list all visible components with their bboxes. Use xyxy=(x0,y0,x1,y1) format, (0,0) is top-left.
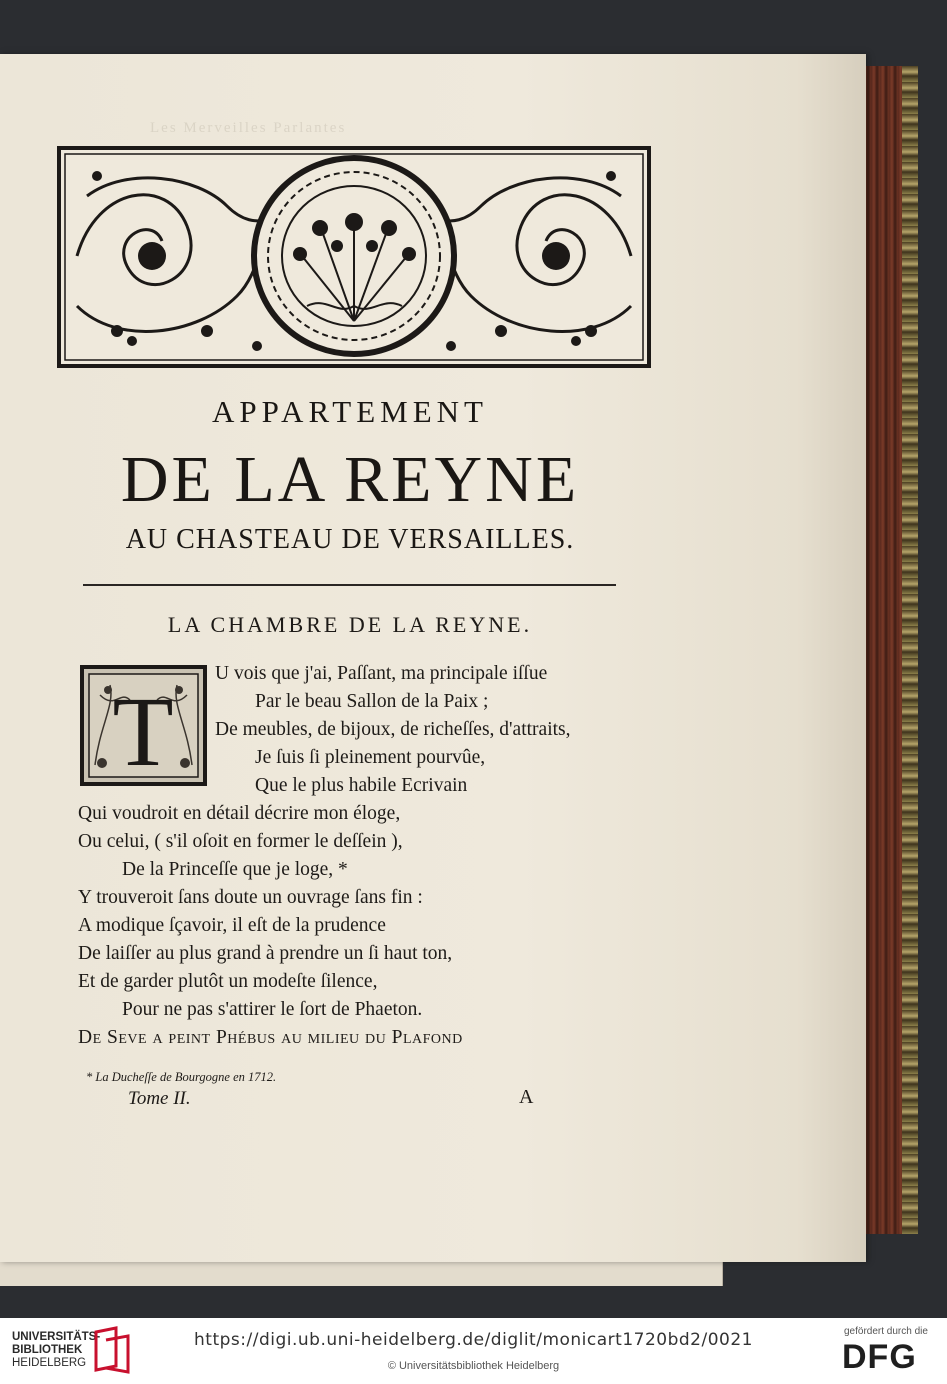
poem-line: Y trouveroit ſans doute un ouvrage ſans fin : xyxy=(78,887,423,908)
poem-line: U vois que j'ai, Paſſant, ma principale iſſue xyxy=(215,663,548,684)
under-page-edge xyxy=(0,1262,723,1286)
book-edge xyxy=(862,66,918,1234)
title-rule xyxy=(83,584,616,586)
dfg-logo[interactable]: DFG xyxy=(842,1338,917,1376)
poem-line: Et de garder plutôt un modeſte ſilence, xyxy=(78,971,378,992)
poem-line: A modique ſçavoir, il eſt de la prudence xyxy=(78,915,386,936)
poem-line: Ou celui, ( s'il oſoit en former le deſſein ), xyxy=(78,831,403,852)
poem-line: Pour ne pas s'attirer le ſort de Phaeton. xyxy=(122,999,423,1020)
poem-line: De meubles, de bijoux, de richeſſes, d'attraits, xyxy=(215,719,571,740)
drop-cap-letter: T xyxy=(112,676,174,786)
title-line-2: DE LA REYNE xyxy=(120,443,580,516)
footnote: * La Ducheſſe de Bourgogne en 1712. xyxy=(86,1070,277,1084)
poem-line: Je ſuis ſi pleinement pourvûe, xyxy=(255,747,486,768)
poem-line: Par le beau Sallon de la Paix ; xyxy=(255,691,489,712)
title-line-3: AU CHASTEAU DE VERSAILLES. xyxy=(125,524,575,555)
tome-label: Tome II. xyxy=(128,1088,191,1109)
permalink-url[interactable]: https://digi.ub.uni-heidelberg.de/diglit/monicart1720bd2/0021 xyxy=(194,1330,753,1350)
poem-line: Que le plus habile Ecrivain xyxy=(255,775,468,796)
poem-line: De Seve a peint Phébus au milieu du Plafond xyxy=(78,1027,463,1048)
title-line-1: APPARTEMENT xyxy=(212,394,488,429)
drop-cap-ornament xyxy=(80,665,207,786)
copyright-notice: © Universitätsbibliothek Heidelberg xyxy=(387,1360,560,1372)
show-through-running-head: Les Merveilles Parlantes xyxy=(150,120,347,136)
library-name-line-2: BIBLIOTHEK xyxy=(12,1344,83,1356)
poem-line: De la Princeſſe que je loge, * xyxy=(122,859,348,880)
funded-by-label: gefördert durch die xyxy=(844,1326,928,1337)
headpiece-ornament xyxy=(57,146,651,368)
signature-mark: A xyxy=(519,1086,534,1108)
poem-line: Qui voudroit en détail décrire mon éloge, xyxy=(78,803,401,824)
library-name-line-3: HEIDELBERG xyxy=(12,1357,87,1369)
viewer-footer xyxy=(0,1318,947,1384)
book-page xyxy=(0,54,866,1262)
library-name-line-1: UNIVERSITÄTS- xyxy=(12,1331,101,1343)
section-heading: LA CHAMBRE DE LA REYNE. xyxy=(167,612,533,637)
poem-line: De laiſſer au plus grand à prendre un ſi haut ton, xyxy=(78,943,453,964)
